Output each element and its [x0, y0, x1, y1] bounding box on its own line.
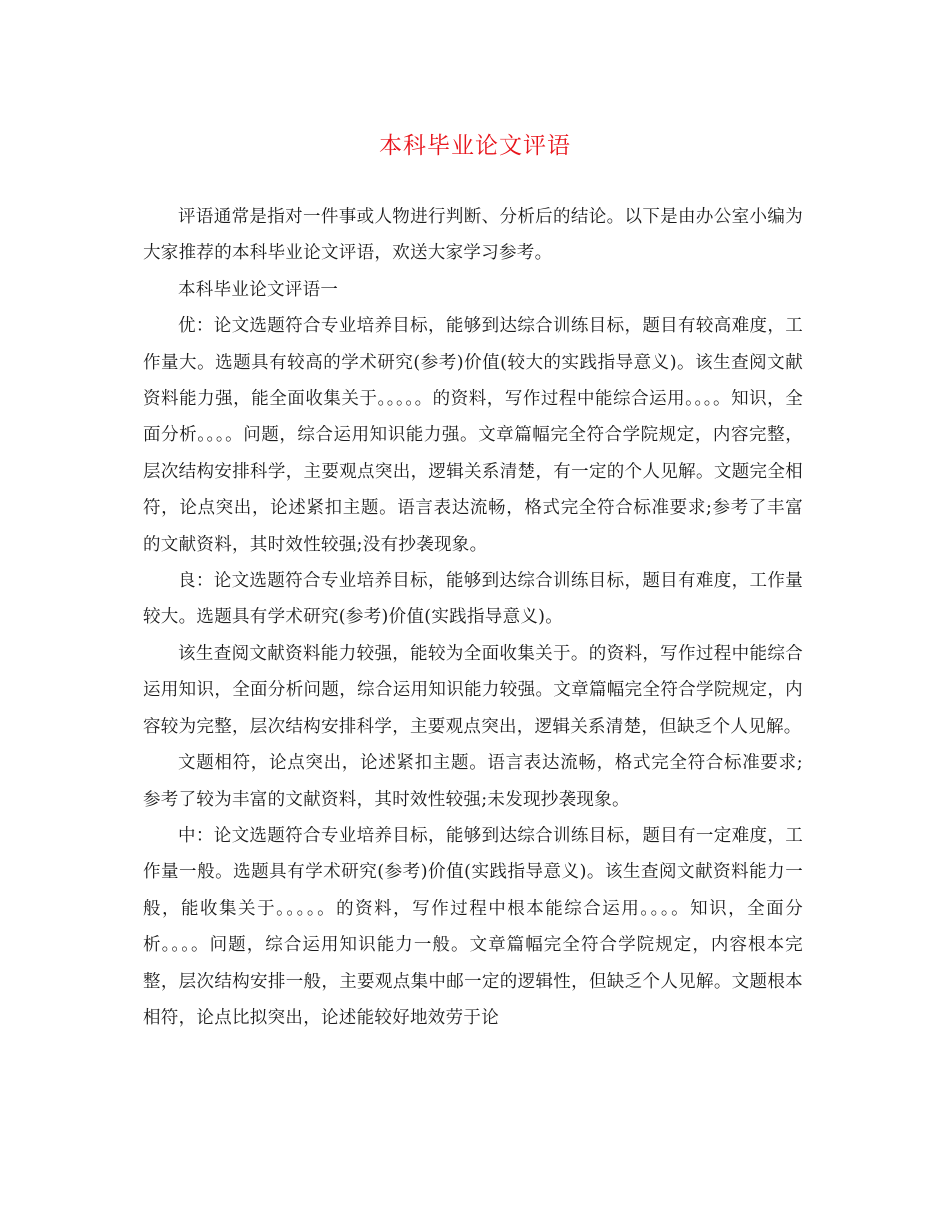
- paragraph-good: 良：论文选题符合专业培养目标，能够到达综合训练目标，题目有难度，工作量较大。选题具有学术研究(参考)价值(实践指导意义)。: [143, 571, 803, 628]
- paragraph-good-detail: 该生查阅文献资料能力较强，能较为全面收集关于。的资料，写作过程中能综合运用知识，全面分析问题，综合运用知识能力较强。文章篇幅完全符合学院规定，内容较为完整，层次结构安排科学，主要观点突出，逻辑关系清楚，但缺乏个人见解。: [143, 643, 803, 737]
- paragraph-good-summary: 文题相符，论点突出，论述紧扣主题。语言表达流畅，格式完全符合标准要求;参考了较为丰富的文献资料，其时效性较强;未发现抄袭现象。: [143, 753, 803, 810]
- document-title: 本科毕业论文评语: [379, 133, 571, 159]
- paragraph-average: 中：论文选题符合专业培养目标，能够到达综合训练目标，题目有一定难度，工作量一般。选题具有学术研究(参考)价值(实践指导意义)。该生查阅文献资料能力一般，能收集关于。。。。。的资料，写作过程中根本能综合运用。。。。知识，全面分析。。。。问题，综合运用知识能力一般。文章篇幅完全符合学院规定，内容根本完整，层次结构安排一般，主要观点集中邮一定的逻辑性，但缺乏个人见解。文题根本相符，论点比拟突出，论述能较好地效劳于论: [143, 825, 803, 1028]
- section-heading: 本科毕业论文评语一: [178, 279, 339, 300]
- document-body: [143, 199, 803, 1036]
- intro-paragraph: 评语通常是指对一件事或人物进行判断、分析后的结论。以下是由办公室小编为大家推荐的本科毕业论文评语，欢送大家学习参考。: [143, 207, 803, 264]
- paragraph-excellent: 优：论文选题符合专业培养目标，能够到达综合训练目标，题目有较高难度，工作量大。选题具有较高的学术研究(参考)价值(较大的实践指导意义)。该生查阅文献资料能力强，能全面收集关于。。。。。的资料，写作过程中能综合运用。。。。知识，全面分析。。。。问题，综合运用知识能力强。文章篇幅完全符合学院规定，内容完整，层次结构安排科学，主要观点突出，逻辑关系清楚，有一定的个人见解。文题完全相符，论点突出，论述紧扣主题。语言表达流畅，格式完全符合标准要求;参考了丰富的文献资料，其时效性较强;没有抄袭现象。: [143, 316, 803, 555]
